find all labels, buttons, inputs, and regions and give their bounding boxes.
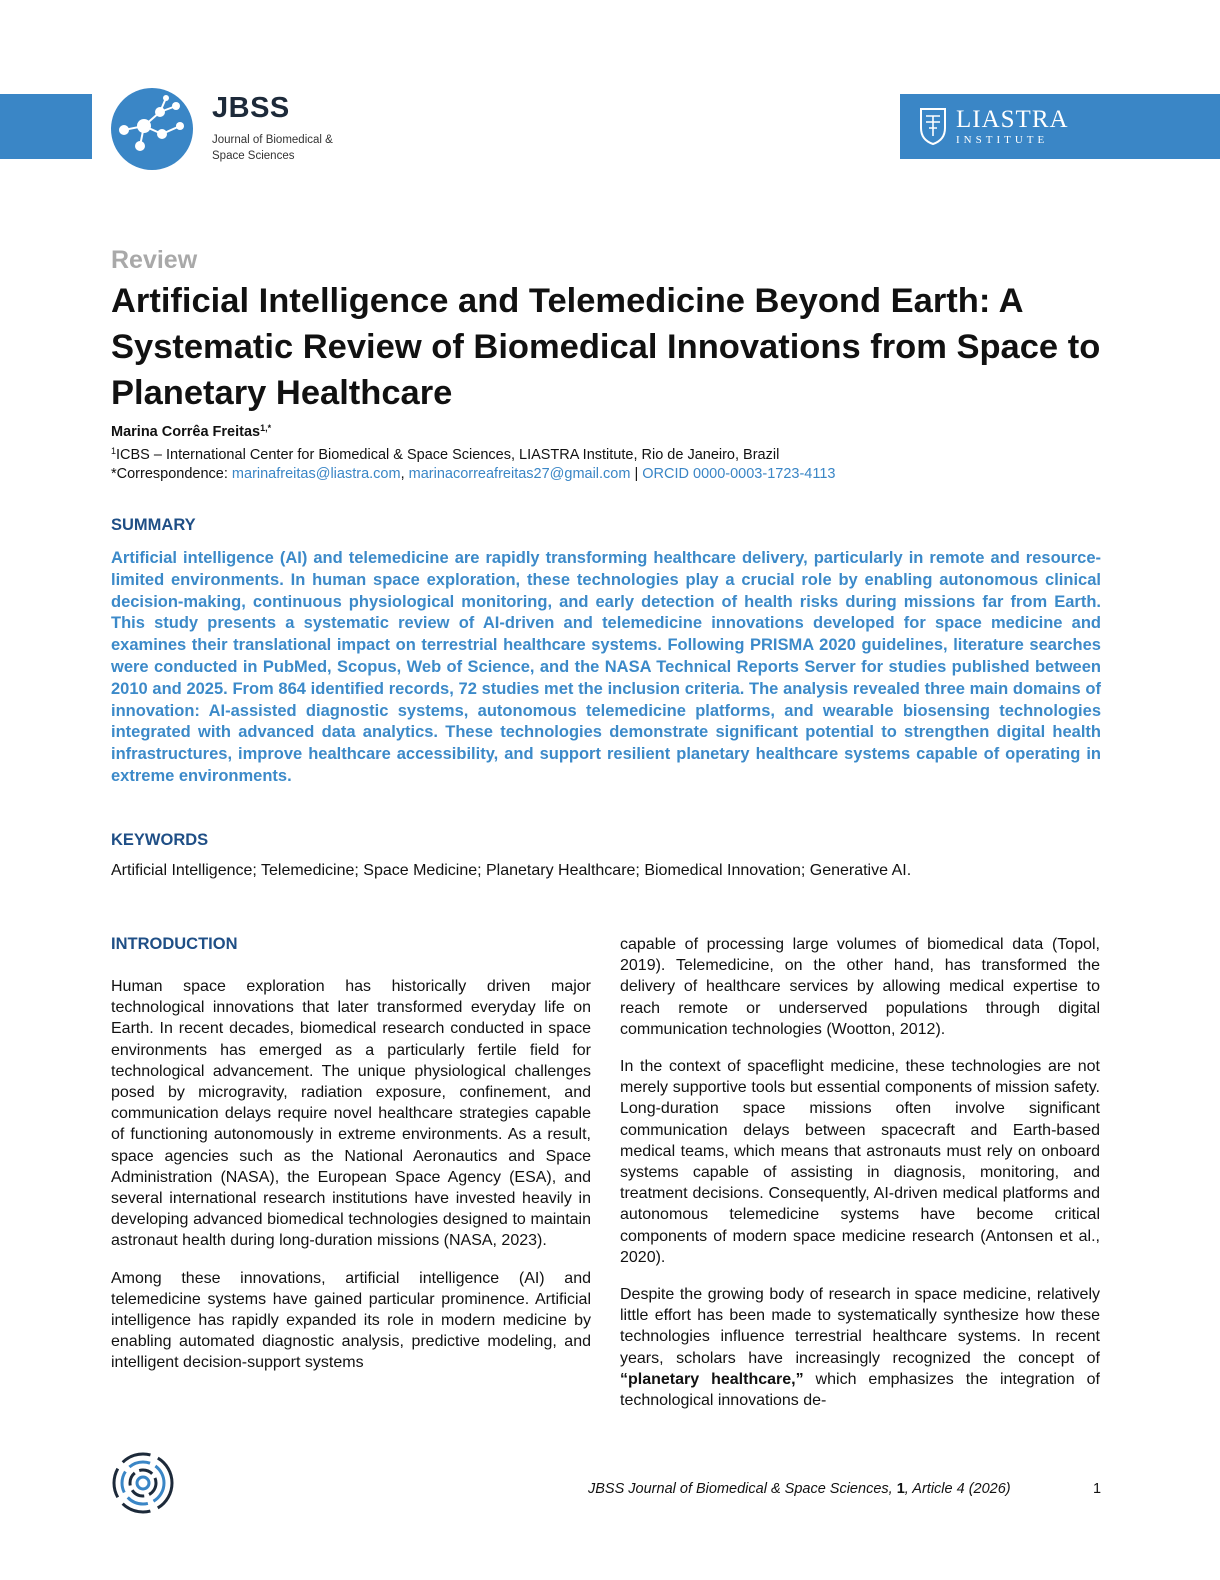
institute-banner (900, 94, 1220, 159)
institute-subtitle: INSTITUTE (956, 134, 1049, 146)
introduction-heading: INTRODUCTION (111, 935, 238, 953)
intro-paragraph-2: Among these innovations, artificial intelligence (AI) and telemedicine systems have gained particular prominence. Artificial intelligence has rapidly expanded its role in modern medicine by enabling automated diagnostic analysis, predictive modeling, and intelligent decision-support systems (111, 1269, 591, 1372)
author-line (111, 424, 271, 440)
page-number: 1 (1093, 1481, 1102, 1497)
keywords-text: Artificial Intelligence; Telemedicine; Space Medicine; Planetary Healthcare; Biomedical Innovation; Generative AI. (111, 862, 912, 879)
intro-paragraph-4 (620, 1284, 1100, 1411)
article-title: Artificial Intelligence and Telemedicine Beyond Earth: A Systematic Review of Biomedical Innovations from Space to Planetary Healthcare (111, 282, 1101, 412)
intro-paragraph-4-end: which emphasizes the integration of technological innovations de- (620, 1370, 1100, 1410)
intro-paragraph-3: In the context of spaceflight medicine, these technologies are not merely supportive tools but essential components of mission safety. Long-duration space missions often involve significant communication delays between spacecraft and Earth-based medical teams, which means that astronauts must rely on onboard systems capable of assisting in diagnosis, monitoring, and treatment decisions. Consequently, AI-driven medical platforms and autonomous telemedicine systems have become critical components of modern space medicine research (Antonsen et al., 2020). (620, 1058, 1100, 1266)
affiliation-text: ICBS – International Center for Biomedical & Space Sciences, LIASTRA Institute, Rio de Janeiro, Brazil (116, 447, 780, 463)
body-column-right (620, 934, 1100, 1427)
body-column-left (111, 976, 591, 1390)
intro-paragraph-1: Human space exploration has historically driven major technological innovations that later transformed everyday life on Earth. In recent decades, biomedical research conducted in space environments has emerged as a particularly fertile field for technological advancement. The unique physiological challenges posed by microgravity, radiation exposure, confinement, and communication delays require novel healthcare strategies capable of functioning autonomously in extreme environments. As a result, space agencies such as the National Aeronautics and Space Administration (NASA), the European Space Agency (ESA), and several international research institutions have invested heavily in developing advanced biomedical technologies designed to maintain astronaut health during long-duration missions (NASA, 2023). (111, 978, 591, 1250)
email-link-2[interactable]: marinacorreafreitas27@gmail.com (408, 466, 631, 482)
journal-full-name (212, 132, 333, 164)
journal-abbreviation: JBSS (212, 92, 290, 124)
author-superscript: 1,* (260, 423, 272, 433)
footer-comma: , (888, 1481, 897, 1497)
email-separator: , (400, 466, 409, 482)
footer-article: , Article 4 (2026) (904, 1481, 1011, 1497)
author-name: Marina Corrêa Freitas (111, 424, 261, 440)
correspondence-label: *Correspondence: (111, 466, 232, 482)
affiliation-line (111, 447, 779, 463)
footer-journal: JBSS Journal of Biomedical & Space Sciences (588, 1481, 889, 1497)
summary-text: Artificial intelligence (AI) and telemedicine are rapidly transforming healthcare delivery, particularly in remote and resource-limited environments. In human space exploration, these technologies play a crucial role by enabling autonomous clinical decision-making, continuous physiological monitoring, and early detection of health risks during missions far from Earth. This study presents a systematic review of AI-driven and telemedicine innovations developed for space medicine and examines their translational impact on terrestrial healthcare systems. Following PRISMA 2020 guidelines, literature searches were conducted in PubMed, Scopus, Web of Science, and the NASA Technical Reports Server for studies published between 2010 and 2025. From 864 identified records, 72 studies met the inclusion criteria. The analysis revealed three main domains of innovation: AI-assisted diagnostic systems, autonomous telemedicine platforms, and wearable biosensing technologies integrated with advanced data analytics. These technologies demonstrate significant potential to strengthen digital health infrastructures, improve healthcare accessibility, and support resilient planetary healthcare systems capable of operating in extreme environments. (111, 549, 1101, 785)
affiliation-superscript: 1 (111, 446, 117, 456)
journal-name-line1: Journal of Biomedical & (212, 134, 333, 146)
email-link-1[interactable]: marinafreitas@liastra.com (231, 466, 401, 482)
intro-paragraph-2-continued: capable of processing large volumes of biomedical data (Topol, 2019). Telemedicine, on the other hand, has transformed the delivery of healthcare services by allowing medical expertise to reach remote or underserved populations through digital communication technologies (Wootton, 2012). (620, 936, 1100, 1038)
shield-icon (918, 106, 948, 146)
keywords-heading: KEYWORDS (111, 831, 209, 849)
intro-paragraph-4-start: Despite the growing body of research in space medicine, relatively little effort has been made to systematically synthesize how these technologies influence terrestrial healthcare systems. In recent years, scholars have increasingly recognized the concept of (620, 1286, 1100, 1367)
journal-name-line2: Space Sciences (212, 150, 295, 162)
footer-volume: 1 (896, 1481, 905, 1497)
orcid-separator: | (630, 466, 643, 482)
orcid-link[interactable]: ORCID 0000-0003-1723-4113 (642, 466, 836, 482)
institute-name: LIASTRA (956, 106, 1069, 133)
article-type: Review (111, 246, 198, 274)
footer-citation (588, 1481, 1011, 1497)
correspondence-line (111, 466, 835, 482)
header-accent-bar-left (0, 94, 92, 159)
footer-logo-icon (110, 1450, 176, 1516)
journal-logo-icon (110, 86, 198, 172)
summary-heading: SUMMARY (111, 516, 196, 534)
planetary-healthcare-term: “planetary healthcare,” (620, 1370, 804, 1388)
